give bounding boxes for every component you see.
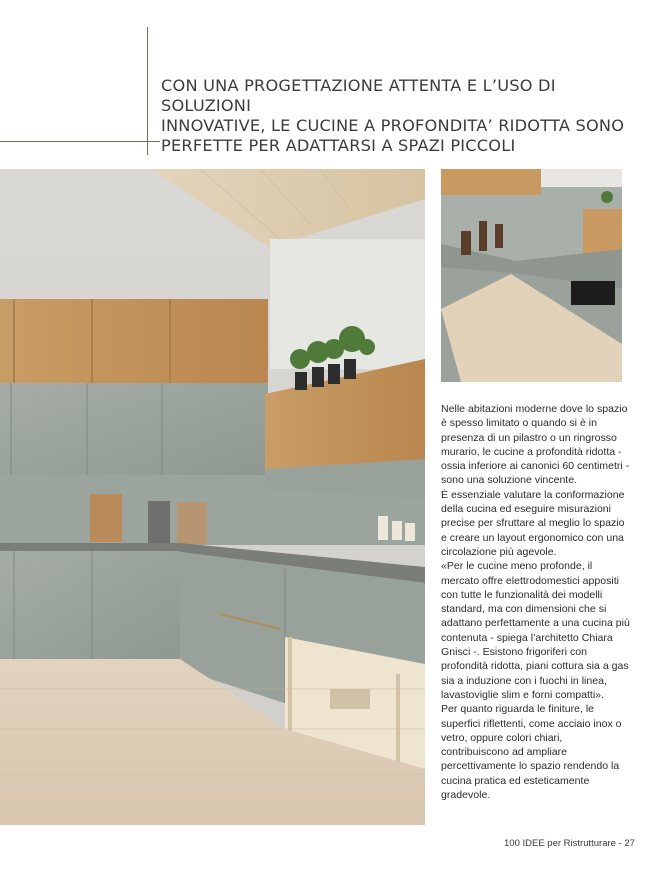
- headline-line-1: CON UNA PROGETTAZIONE ATTENTA E L’USO DI SOLUZIONI: [161, 76, 556, 115]
- headline-line-2: INNOVATIVE, LE CUCINE A PROFONDITA’ RIDOTTA SONO: [161, 116, 625, 135]
- paragraph-4: Per quanto riguarda le finiture, le superfici riflettenti, come acciaio inox o vetro, oppure colori chiari, contribuiscono ad ampliare percettivamente lo spazio rendendo la cucina pratica ed esteticamente gradevole.: [441, 703, 622, 802]
- paragraph-2: È essenziale valutare la conformazione della cucina ed eseguire misurazioni precise per sfruttare al meglio lo spazio e creare un layout ergonomico con una circolazione più agevole.: [441, 488, 625, 558]
- main-kitchen-photo: [0, 169, 425, 825]
- decorative-horizontal-rule: [0, 141, 160, 142]
- headline-line-3: PERFETTE PER ADATTARSI A SPAZI PICCOLI: [161, 136, 516, 155]
- paragraph-3: «Per le cucine meno profonde, il mercato offre elettrodomestici appositi con tutte le funzionalità dei modelli standard, ma con dimensioni che si adattano perfettamente a una cucina più contenuta - spiega l’architetto Chiara Gnisci -. Esistono frigoriferi con profondità ridotta, piani cottura sia a gas sia a induzione con i fuochi in linea, lavastoviglie slim e forni compatti».: [441, 560, 630, 701]
- article-body: [441, 402, 631, 802]
- page-footer: 100 IDEE per Ristrutturare - 27: [504, 838, 635, 849]
- secondary-kitchen-photo: [441, 169, 622, 382]
- decorative-vertical-rule: [147, 27, 148, 155]
- headline: [161, 76, 631, 156]
- paragraph-1: Nelle abitazioni moderne dove lo spazio è spesso limitato o quando si è in presenza di un pilastro o un ringrosso murario, le cucine a profondità ridotta - ossia inferiore ai canonici 60 centimetri - sono una soluzione vincente.: [441, 403, 630, 487]
